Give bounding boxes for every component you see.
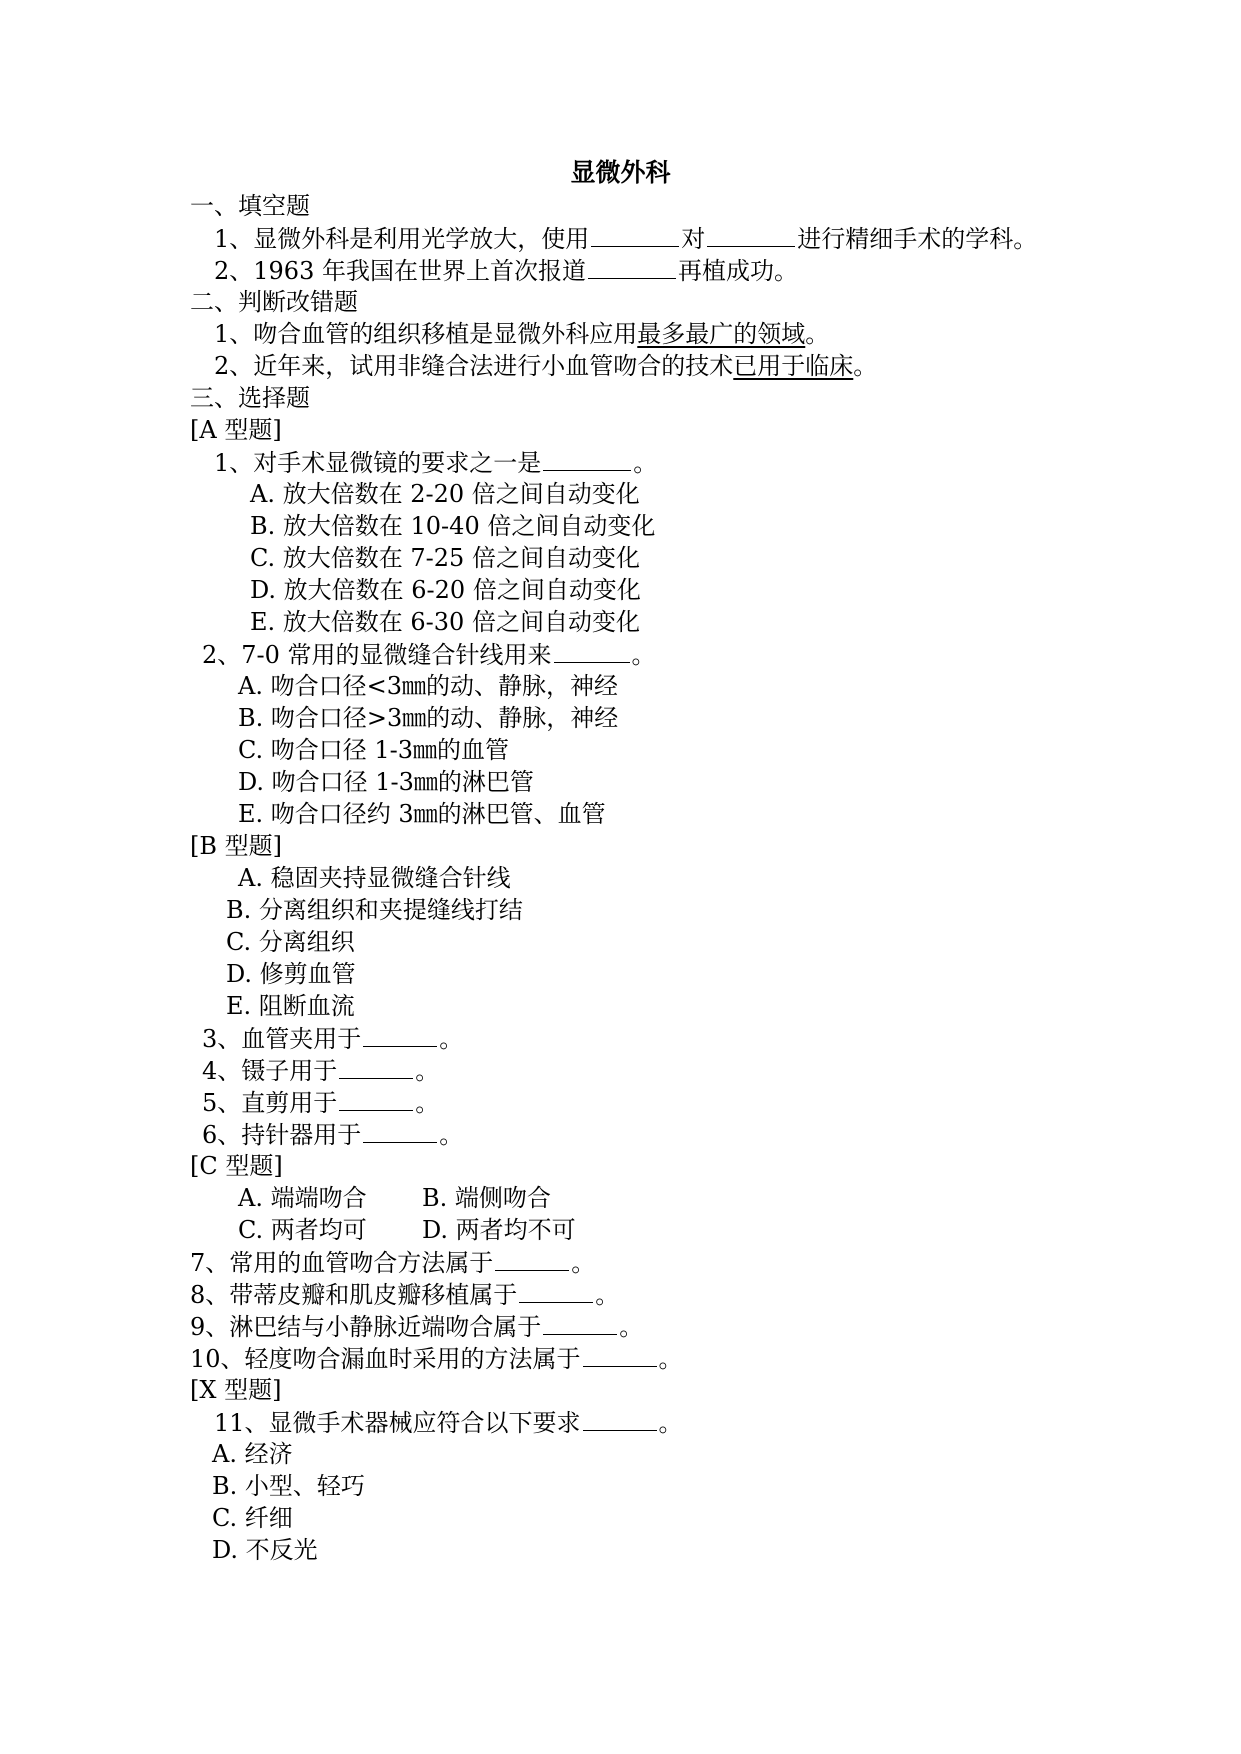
option-row	[238, 1214, 576, 1246]
option: E. 吻合口径约 3㎜的淋巴管、血管	[238, 800, 606, 828]
option: D. 不反光	[212, 1536, 318, 1564]
option: A. 吻合口径<3㎜的动、静脉，神经	[238, 672, 618, 700]
option: D. 吻合口径 1-3㎜的淋巴管	[238, 768, 534, 796]
type-b-label: [B 型题]	[190, 832, 282, 860]
option: C. 放大倍数在 7-25 倍之间自动变化	[250, 544, 640, 572]
answer-blank	[339, 1054, 413, 1079]
answer-blank	[554, 638, 630, 663]
answer-blank	[591, 222, 679, 247]
question-3-4: 4、镊子用于 。	[202, 1054, 439, 1087]
answer-blank	[339, 1086, 413, 1111]
option-row	[238, 1182, 551, 1214]
question-2-1: 1、吻合血管的组织移植是显微外科应用最多最广的领域。	[214, 320, 830, 348]
question-3-5: 5、直剪用于 。	[202, 1086, 439, 1119]
question-3-6: 6、持针器用于 。	[202, 1118, 463, 1151]
option: C. 分离组织	[226, 928, 355, 956]
question-3-9: 9、淋巴结与小静脉近端吻合属于 。	[190, 1310, 643, 1343]
underlined-phrase: 已用于临床	[733, 352, 854, 380]
option: B. 端侧吻合	[422, 1184, 551, 1212]
question-3-11: 11、显微手术器械应符合以下要求 。	[214, 1406, 683, 1439]
answer-blank	[363, 1022, 437, 1047]
option: E. 放大倍数在 6-30 倍之间自动变化	[250, 608, 640, 636]
question-3-3: 3、血管夹用于 。	[202, 1022, 463, 1055]
answer-blank	[543, 446, 631, 471]
type-a-label: [A 型题]	[190, 416, 282, 444]
question-3-10: 10、轻度吻合漏血时采用的方法属于 。	[190, 1342, 683, 1375]
question-3-2: 2、7-0 常用的显微缝合针线用来 。	[202, 638, 656, 671]
answer-blank	[583, 1406, 657, 1431]
underlined-phrase: 最多最广的领域	[637, 320, 806, 348]
answer-blank	[543, 1310, 617, 1335]
question-3-1: 1、对手术显微镜的要求之一是 。	[214, 446, 657, 479]
option: D. 放大倍数在 6-20 倍之间自动变化	[250, 576, 641, 604]
option: C. 纤细	[212, 1504, 293, 1532]
option: A. 经济	[212, 1440, 293, 1468]
question-1-1: 1、显微外科是利用光学放大，使用 对 进行精细手术的学科。	[214, 222, 1037, 255]
section-heading-true-false: 二、判断改错题	[190, 288, 358, 316]
option: C. 吻合口径 1-3㎜的血管	[238, 736, 510, 764]
answer-blank	[707, 222, 795, 247]
option: B. 放大倍数在 10-40 倍之间自动变化	[250, 512, 656, 540]
option: C. 两者均可	[238, 1216, 367, 1244]
section-heading-multiple-choice: 三、选择题	[190, 384, 310, 412]
type-x-label: [X 型题]	[190, 1376, 282, 1404]
answer-blank	[588, 254, 676, 279]
page-title: 显微外科	[570, 158, 671, 187]
question-1-2: 2、1963 年我国在世界上首次报道 再植成功。	[214, 254, 798, 287]
option: D. 修剪血管	[226, 960, 356, 988]
option: A. 端端吻合	[238, 1184, 367, 1212]
question-2-2: 2、近年来，试用非缝合法进行小血管吻合的技术已用于临床。	[214, 352, 878, 380]
question-3-8: 8、带蒂皮瓣和肌皮瓣移植属于 。	[190, 1278, 619, 1311]
option: E. 阻断血流	[226, 992, 355, 1020]
answer-blank	[583, 1342, 657, 1367]
option: D. 两者均不可	[422, 1216, 576, 1244]
option: A. 放大倍数在 2-20 倍之间自动变化	[250, 480, 640, 508]
answer-blank	[363, 1118, 437, 1143]
option: B. 吻合口径>3㎜的动、静脉，神经	[238, 704, 619, 732]
option: B. 小型、轻巧	[212, 1472, 365, 1500]
option: A. 稳固夹持显微缝合针线	[238, 864, 511, 892]
question-3-7: 7、常用的血管吻合方法属于 。	[190, 1246, 595, 1279]
type-c-label: [C 型题]	[190, 1152, 283, 1180]
answer-blank	[495, 1246, 569, 1271]
option: B. 分离组织和夹提缝线打结	[226, 896, 523, 924]
answer-blank	[519, 1278, 593, 1303]
section-heading-fill-blank: 一、填空题	[190, 192, 310, 220]
